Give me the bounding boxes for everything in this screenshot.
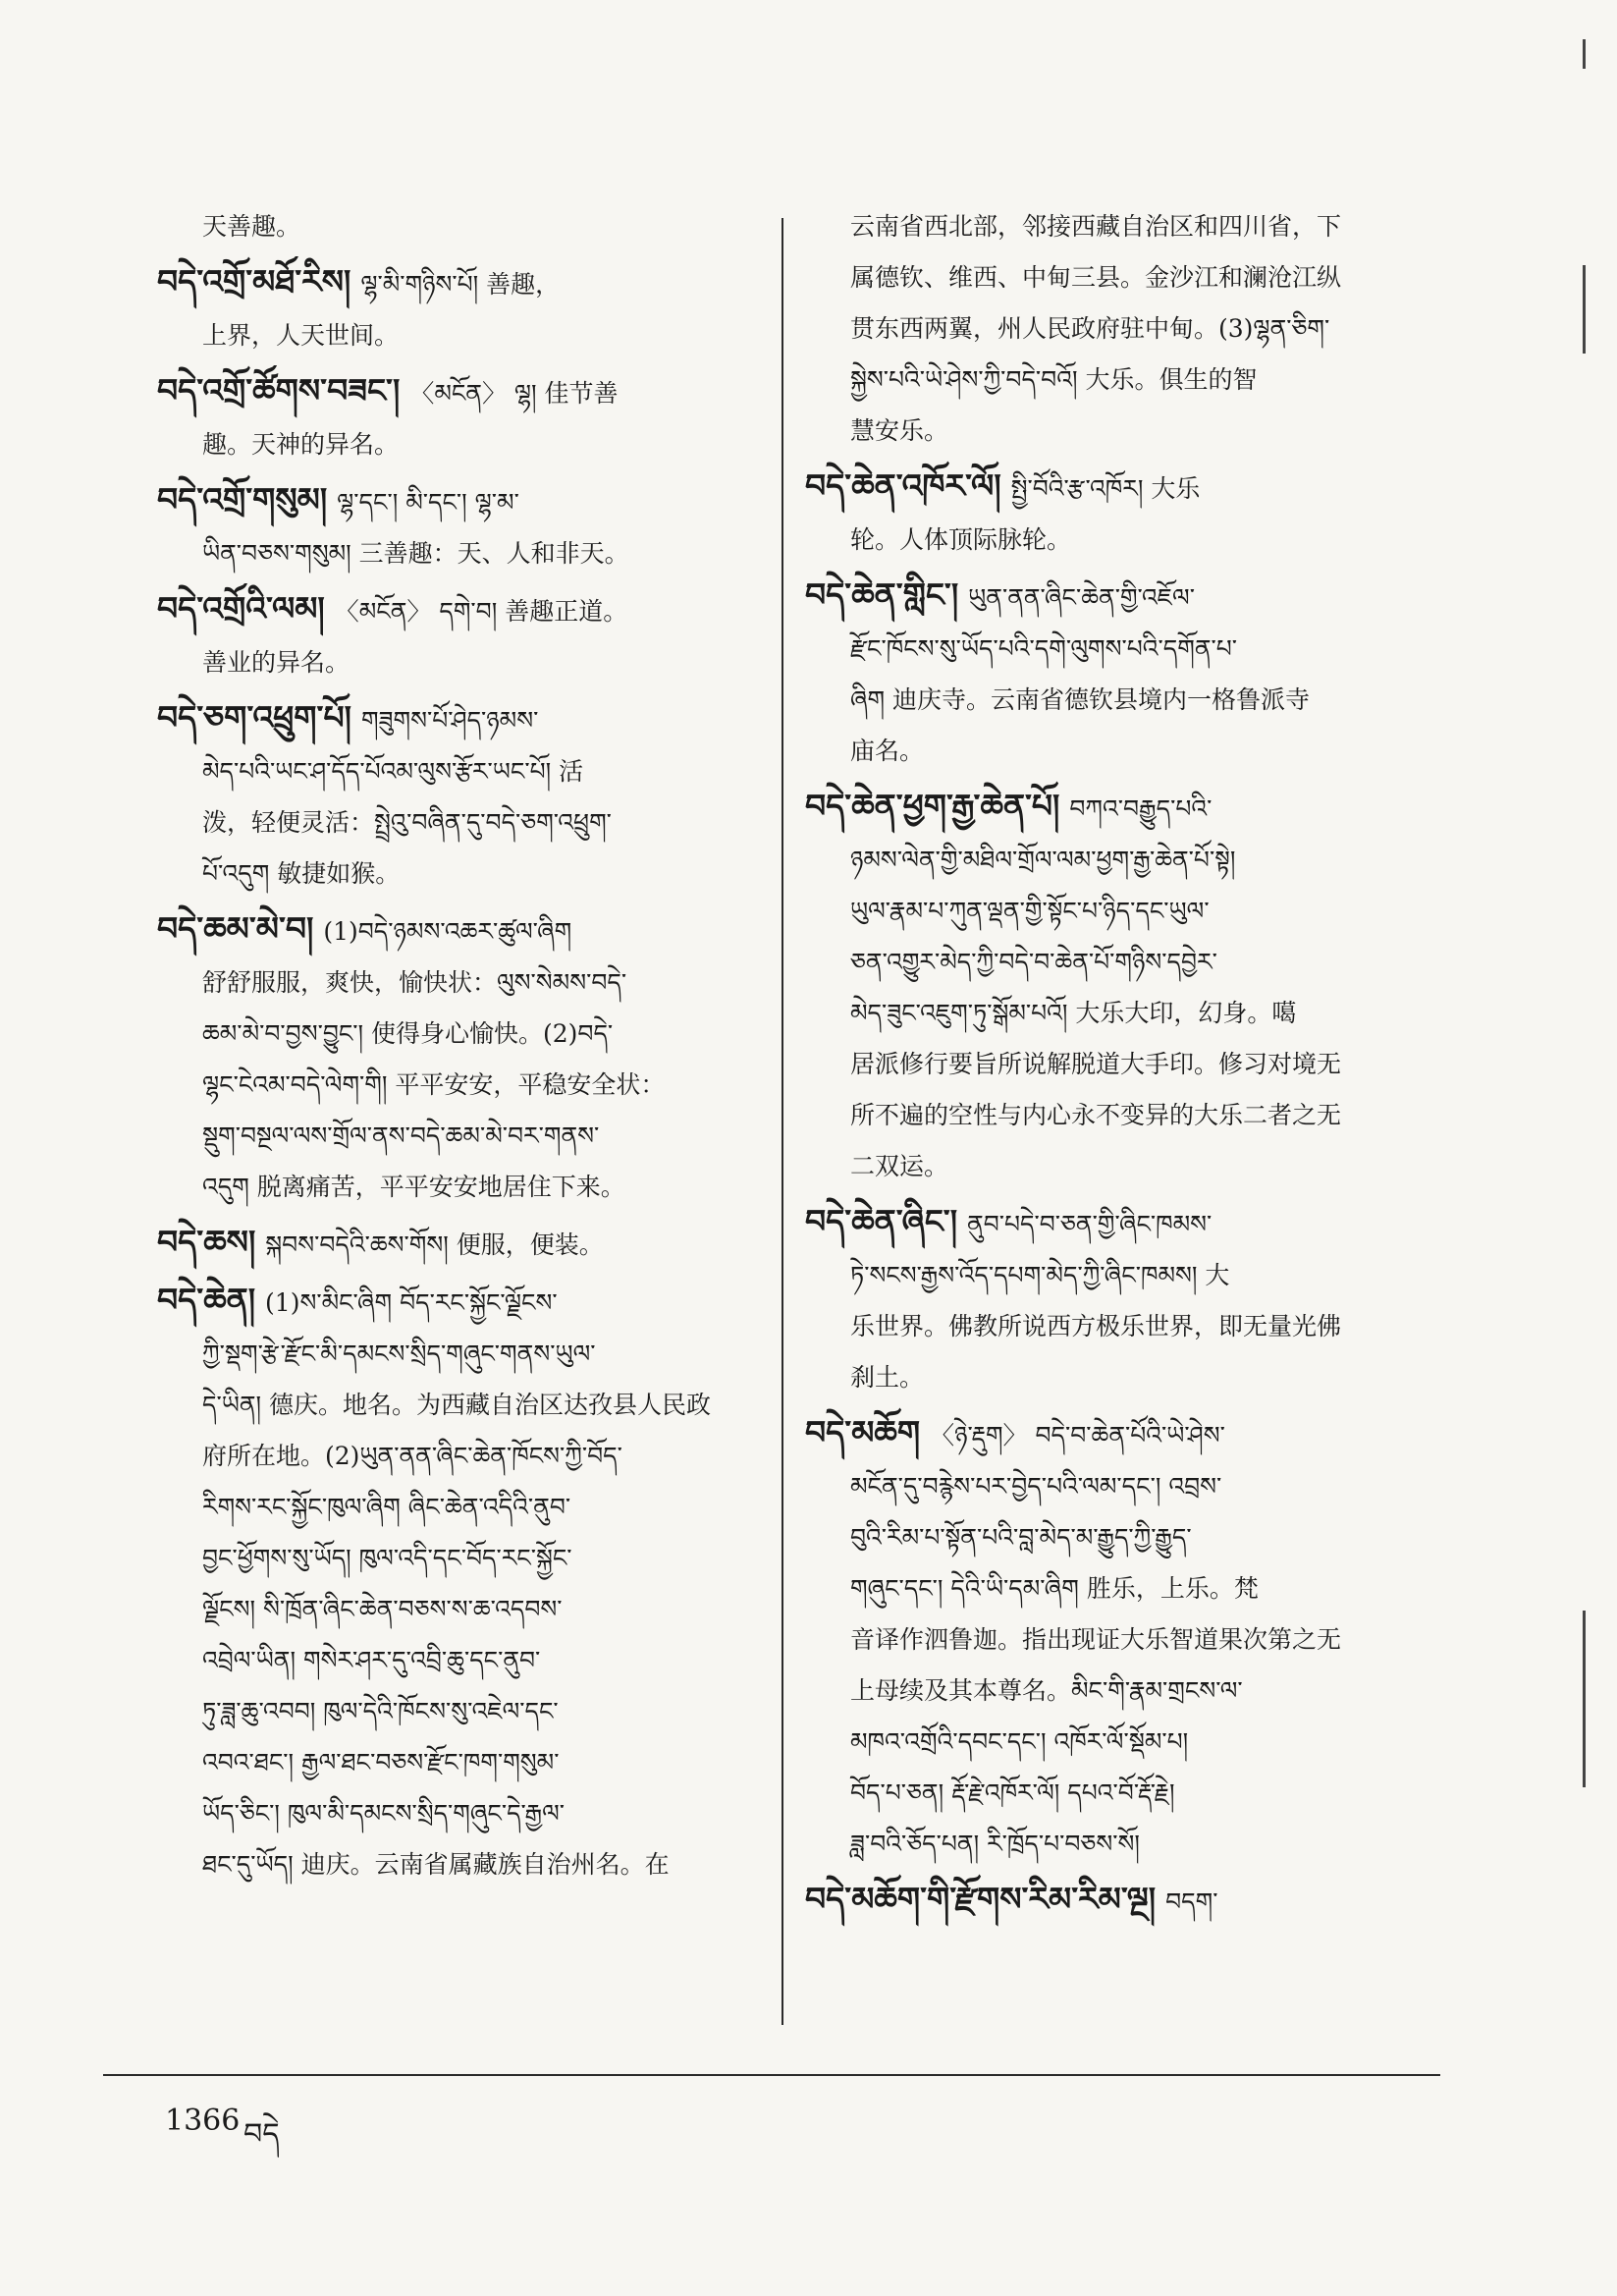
definition-text: 善业的异名。 [202,648,350,677]
definition-text: བདག་ [1165,1887,1218,1916]
definition-text: 趣。天神的异名。 [202,430,400,459]
definition-text: བྱང་ཕྱོགས་སུ་ཡོད། ཁུལ་འདི་དང་བོད་རང་སྐྱོང་ [202,1544,572,1572]
definition-text: འདུག 脱离痛苦，平平安安地居住下来。 [202,1173,625,1201]
definition-text: ཆམ་མེ་བ་བྱས་བྱུང་། 使得身心愉快。(2)བདེ་ [202,1019,614,1048]
entry-line [805,1717,1443,1768]
entry-line [805,252,1443,303]
definition-text: འབའ་ཐང་། རྒྱལ་ཐང་བཅས་རྫོང་ཁག་གསུམ་ [202,1748,560,1777]
dictionary-entry [157,692,746,900]
headword: བདེ་ཆེན། [157,1281,256,1319]
definition-text: 居派修行要旨所说解脱道大手印。修习对境无 [850,1050,1342,1078]
definition-text: དེ་ཡིན། 德庆。地名。为西藏自治区达孜县人民政 [202,1391,712,1419]
definition-text: 刹土。 [850,1363,925,1392]
definition-text: 贯东西两翼，州人民政府驻中甸。(3)ལྷན་ཅིག་ [850,314,1330,343]
entry-line [157,1482,746,1533]
definition-text: མངོན་དུ་བརྙེས་པར་བྱེད་པའི་ལམ་དང་། འབྲས་ [850,1472,1222,1501]
definition-text: པོ་འདུག 敏捷如猴。 [202,859,401,888]
headword: བདེ་མཆོག་གི་རྫོགས་རིམ་རིམ་ལྔ། [805,1880,1157,1918]
entry-line [805,1407,1443,1461]
entry-line [157,1217,746,1271]
entry-line [157,528,746,579]
entry-line [157,957,746,1009]
definition-text: ཞིག 迪庆寺。云南省德钦县境内一格鲁派寺 [850,685,1311,714]
margin-mark [1583,265,1586,354]
entry-line [805,1563,1443,1614]
entry-line [157,746,746,797]
entry-line [157,1635,746,1686]
definition-text: སྤྱི་བོའི་རྩ་འཁོར། 大乐 [1010,474,1201,503]
dictionary-entry [157,201,746,252]
dictionary-entry [157,1275,746,1890]
entry-line [157,1329,746,1380]
definition-text: བུའི་རིམ་པ་སྟོན་པའི་བླ་མེད་མ་རྒྱུད་ཀྱི་རྒྱུད་ [850,1523,1192,1552]
definition-text: 〈མངོན〉 དགེ་བ། 善趣正道。 [334,597,628,626]
definition-text: ཡུལ་རྣམ་པ་ཀུན་ལྡན་གྱི་སྟོང་པ་ཉིད་དང་ཡུལ་ [850,897,1210,925]
definition-text: རྫོང་ཁོངས་སུ་ཡོད་པའི་དགེ་ལུགས་པའི་དགོན་པ་ [850,634,1238,663]
definition-text: 所不遍的空性与内心永不变异的大乐二者之无 [850,1101,1342,1129]
definition-text: ལྗོངས། སི་ཁྲོན་ཞིང་ཆེན་བཅས་ས་ཆ་འདབས་ [202,1595,563,1623]
entry-line [157,419,746,470]
dictionary-entry [805,1407,1443,1870]
definition-text: 〈ཉེ་རྡུག〉 བདེ་བ་ཆེན་པོའི་ཡེ་ཤེས་ [930,1421,1225,1449]
definition-text: བཀའ་བརྒྱུད་པའི་ [1069,794,1213,823]
definition-text: ཡུན་ནན་ཞིང་ཆེན་གྱི་འཇོལ་ [968,583,1195,612]
entry-line [157,1162,746,1213]
entry-line [805,1768,1443,1819]
dictionary-entry [805,781,1443,1192]
entry-line [157,637,746,688]
definition-text: མཁའ་འགྲོའི་དབང་དང་། འཁོར་ལོ་སྡོམ་པ། [850,1727,1189,1756]
definition-text: ཡིན་བཅས་གསུམ། 三善趣：天、人和非天。 [202,539,629,568]
definition-text: ཀྱི་སྡག་རྩེ་རྫོང་མི་དམངས་སྲིད་གཞུང་གནས་ཡུལ་ [202,1339,596,1368]
headword: བདེ་ཆེན་གླིང་། [805,575,959,614]
entry-line [157,201,746,252]
margin-mark [1583,1611,1586,1787]
entry-line [805,1461,1443,1512]
entry-line [805,835,1443,886]
dictionary-entry [805,1874,1443,1928]
definition-text: ལྷ་དང་། མི་དང་། ལྷ་མ་ [337,488,519,517]
definition-text: ཏུ་ཟླ་ཆུ་འབབ། ཁུལ་དེའི་ཁོངས་སུ་འཇེལ་དང་ [202,1697,559,1725]
definition-text: བོད་པ་ཅན། རྡོ་རྗེ་འཁོར་ལོ། དཔའ་བོ་རྡོ་རྗེ། [850,1778,1175,1807]
definition-text: མེད་པའི་ཡང་ཤ་དོད་པོའམ་ལུས་རྩོར་ཡང་པོ། 活 [202,757,584,786]
footer-rule [103,2074,1440,2076]
entry-line [805,406,1443,457]
definition-text: ཐང་དུ་ཡོད། 迪庆。云南省属藏族自治州名。在 [202,1850,670,1879]
dictionary-entry [805,570,1443,777]
running-head: བདེ [243,2117,280,2152]
entry-line [805,355,1443,406]
entry-line [805,1141,1443,1192]
definition-text: 〈མངོན〉 ལྷ། 佳节善 [409,379,619,408]
definition-text: ནུབ་པདེ་བ་ཅན་གྱི་ཞིང་ཁམས་ [967,1210,1213,1238]
entry-line [805,675,1443,726]
entry-line [805,201,1443,252]
definition-text: 泼，轻便灵活：སྤྲེའུ་བཞིན་དུ་བདེ་ཅག་འཕྲུག་ [202,808,612,837]
definition-text: རིགས་རང་སྐྱོང་ཁུལ་ཞིག ཞིང་ཆེན་འདིའི་ནུབ་ [202,1493,571,1521]
entry-line [157,1686,746,1737]
definition-text: 天善趣。 [202,212,301,241]
definition-text: གཞུང་དང་། དེའི་ཡི་དམ་ཞིག 胜乐，上乐。梵 [850,1574,1259,1603]
definition-text: 音译作泗鲁迦。指出现证大乐智道果次第之无 [850,1625,1342,1654]
dictionary-entry [157,256,746,361]
entry-line [805,726,1443,777]
entry-line [157,848,746,900]
entry-line [157,1111,746,1162]
entry-line [805,1039,1443,1090]
entry-line [805,1090,1443,1141]
entry-line [805,937,1443,988]
definition-text: 云南省西北部，邻接西藏自治区和四川省，下 [850,212,1342,241]
entry-line [157,256,746,310]
entry-line [805,1352,1443,1403]
column-divider [782,218,783,2025]
headword: བདེ་མཆོག [805,1413,921,1451]
definition-text: སྡུག་བསྔལ་ལས་གྲོལ་ནས་བདེ་ཆམ་མེ་བར་གནས་ [202,1121,600,1150]
headword: བདེ་ཆེན་ཕྱག་རྒྱ་ཆེན་པོ། [805,787,1060,825]
entry-line [805,624,1443,675]
definition-text: 上母续及其本尊名。མིང་གི་རྣམ་གྲངས་ལ་ [850,1676,1243,1705]
definition-text: 属德钦、维西、中甸三县。金沙江和澜沧江纵 [850,263,1342,292]
dictionary-entry [157,1217,746,1271]
headword: བདེ་ཆེན་ཞིང་། [805,1202,958,1240]
entry-line [157,474,746,528]
definition-text: 轮。人体顶际脉轮。 [850,525,1072,554]
definition-text: འབྲེལ་ཡིན། གསེར་ཤར་དུ་འབྲི་ཆུ་དང་ནུབ་ [202,1646,541,1674]
headword: བདེ་འགྲོ་ཚོགས་བཟང་། [157,371,401,410]
entry-line [157,692,746,746]
entry-line [157,1584,746,1635]
definition-text: 二双运。 [850,1152,949,1180]
definition-text: ལྷང་ངེའམ་བདེ་ལེག་གི། 平平安安，平稳安全状： [202,1070,666,1099]
dictionary-entry [157,474,746,579]
entry-line [157,903,746,957]
definition-text: (1)ས་མིང་ཞིག བོད་རང་སྐྱོང་ལྗོངས་ [265,1288,558,1317]
right-column [805,201,1443,1932]
entry-line [157,1275,746,1329]
entry-line [805,461,1443,515]
definition-text: 慧安乐。 [850,416,949,445]
entry-line [805,988,1443,1039]
headword: བདེ་ཆས། [157,1223,256,1261]
entry-line [805,1819,1443,1870]
entry-line [157,1788,746,1839]
definition-text: 府所在地。(2)ཡུན་ནན་ཞིང་ཆེན་ཁོངས་ཀྱི་བོད་ [202,1442,622,1470]
entry-line [157,1839,746,1890]
headword: བདེ་ཆམ་མེ་བ། [157,909,314,948]
entry-line [157,797,746,848]
dictionary-entry [157,365,746,470]
entry-line [157,1533,746,1584]
entry-line [805,515,1443,566]
dictionary-entry [805,461,1443,566]
headword: བདེ་འགྲོ་མཐོ་རིས། [157,262,351,301]
entry-line [805,1666,1443,1717]
definition-text: ཡོད་ཅིང་། ཁུལ་མི་དམངས་སྲིད་གཞུང་དེ་རྒྱལ་ [202,1799,566,1828]
entry-line [157,1380,746,1431]
entry-line [157,365,746,419]
entry-line [805,1250,1443,1301]
entry-line [805,886,1443,937]
headword: བདེ་ཅག་འཕྲུག་པོ། [157,698,351,737]
headword: བདེ་ཆེན་འཁོར་ལོ། [805,466,1001,505]
definition-text: 乐世界。佛教所说西方极乐世界，即无量光佛 [850,1312,1342,1340]
definition-text: ཅན་འགྱུར་མེད་ཀྱི་བདེ་བ་ཆེན་པོ་གཉིས་དབྱེར་ [850,948,1217,976]
definition-text: མེད་ཟུང་འཇུག་ཏུ་སྒོམ་པའོ། 大乐大印，幻身。噶 [850,999,1297,1027]
dictionary-entry [157,903,746,1213]
definition-text: (1)བདེ་ཉམས་འཆར་ཚུལ་ཞིག [323,917,572,946]
definition-text: ཏེ་སངས་རྒྱས་འོད་དཔག་མེད་ཀྱི་ཞིང་ཁམས། 大 [850,1261,1230,1289]
definition-text: གཟུགས་པོ་ཤེད་ཉམས་ [360,706,539,735]
headword: བདེ་འགྲོའི་ལམ། [157,589,325,628]
dictionary-entry [805,1196,1443,1403]
headword: བདེ་འགྲོ་གསུམ། [157,480,328,519]
entry-line [157,1060,746,1111]
definition-text: སྐྱེས་པའི་ཡེ་ཤེས་ཀྱི་བདེ་བའོ། 大乐。俱生的智 [850,365,1258,394]
definition-text: 上界，人天世间。 [202,321,400,350]
entry-line [157,1009,746,1060]
entry-line [805,303,1443,355]
entry-line [157,310,746,361]
page-number: 1366 [165,2104,241,2138]
entry-line [157,1431,746,1482]
entry-line [805,1614,1443,1666]
definition-text: 舒舒服服，爽快，愉快状：ལུས་སེམས་བདེ་ [202,968,627,997]
left-column [157,201,746,1894]
entry-line [157,583,746,637]
entry-line [805,1301,1443,1352]
dictionary-entry [805,201,1443,457]
definition-text: ཉམས་ལེན་གྱི་མཐིལ་གྲོལ་ལམ་ཕྱག་རྒྱ་ཆེན་པོ་སྟེ། [850,846,1236,874]
margin-mark [1583,39,1586,69]
definition-text: 庙名。 [850,737,925,765]
entry-line [805,1874,1443,1928]
entry-line [157,1737,746,1788]
definition-text: ལྷ་མི་གཉིས་པོ། 善趣， [360,270,561,299]
entry-line [805,570,1443,624]
definition-text: ཟླ་བའི་ཅོད་པན། རི་ཁྲོད་པ་བཅས་སོ། [850,1830,1140,1858]
entry-line [805,1512,1443,1563]
entry-line [805,1196,1443,1250]
entry-line [805,781,1443,835]
definition-text: སྐབས་བདེའི་ཆས་གོས། 便服，便装。 [265,1230,604,1259]
dictionary-entry [157,583,746,688]
